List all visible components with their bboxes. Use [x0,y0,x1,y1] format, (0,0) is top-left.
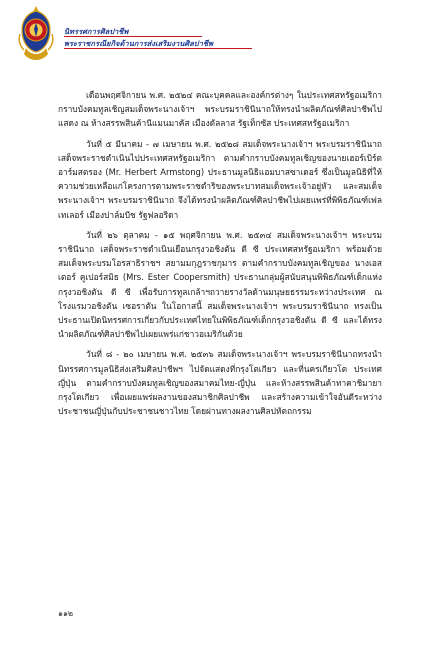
page-header [14,4,424,68]
header-subtitle: พระราชกรณียกิจด้านการส่งเสริมงานศิลปาชีพ [64,39,214,48]
paragraph: วันที่ ๕ มีนาคม - ๗ เมษายน พ.ศ. ๒๕๒๘ สมเด็จพระนางเจ้าฯ พระบรมราชินีนาถ เสด็จพระราชดำเนินไปประเทศสหรัฐอเมริกา ตามคำกราบบังคมทูลเชิญของนายเฮอร์เบิร์ต อาร์มสตรอง (Mr. Herbert Armstong) ประธานมูลนิธิแอมบาสซาเดอร์ ซึ่งเป็นมูลนิธิที่ให้ความช่วยเหลือแก่โครงการตามพระราชดำริของพระบาทสมเด็จพระเจ้าอยู่หัว และสมเด็จพระนางเจ้าฯ พระบรมราชินีนาถ จึงได้ทรงนำผลิตภัณฑ์ศิลปาชีพไปเผยแพร่ที่พิพิธภัณฑ์เฟลเทเลอร์ เมืองปาล์มบีช รัฐฟลอริดา [58,138,382,220]
body-text [58,88,382,418]
paragraph: วันที่ ๘ - ๒๐ เมษายน พ.ศ. ๒๕๓๖ สมเด็จพระนางเจ้าฯ พระบรมราชินีนาถทรงนำนิทรรศการมูลนิธิส่งเสริมศิลปาชีพฯ ไปจัดแสดงที่กรุงโตเกียว และที่นครเกียวโต ประเทศญี่ปุ่น ตามคำกราบบังคมทูลเชิญของสมาคมไทย-ญี่ปุ่น และห้างสรรพสินค้าทาคาชิมายา กรุงโตเกียว เพื่อเผยแพร่ผลงานของสมาชิกศิลปาชีพ และสร้างความเข้าใจอันดีระหว่างประชาชนญี่ปุ่นกับประชาชนชาวไทย โดยผ่านทางผลงานศิลปหัตถกรรม [58,349,382,417]
header-rule [64,48,252,49]
page-number: ๑๑๒ [58,609,74,618]
paragraph: เดือนพฤศจิกายน พ.ศ. ๒๕๒๔ คณะบุคคลและองค์กรต่างๆ ในประเทศสหรัฐอเมริกากราบบังคมทูลเชิญสมเด็จพระนางเจ้าฯ พระบรมราชินีนาถให้ทรงนำผลิตภัณฑ์ศิลปาชีพไปแสดง ณ ห้างสรรพสินค้านีแมนมาคัส เมืองดัลลาส รัฐเท็กซัส ประเทศสหรัฐอเมริกา [58,90,382,129]
paragraph: วันที่ ๒๖ ตุลาคม - ๑๕ พฤศจิกายน พ.ศ. ๒๕๓๔ สมเด็จพระนางเจ้าฯ พระบรมราชินีนาถ เสด็จพระราชดำเนินเยือนกรุงวอชิงตัน ดี ซี ประเทศสหรัฐอเมริกา พร้อมด้วยสมเด็จพระบรมโอรสาธิราชฯ สยามมกุฎราชกุมาร ตามคำกราบบังคมทูลเชิญของ นางเอสเตอร์ คูเปอร์สมิธ (Mrs. Ester Coopersmith) ประธานกลุ่มผู้สนับสนุนพิพิธภัณฑ์เด็กแห่งกรุงวอชิงตัน ดี ซี เพื่อรับการทูลเกล้าฯถวายรางวัลด้านมนุษยธรรมระหว่างประเทศ ณ โรงแรมวอชิงตัน เซอราตัน ในโอกาสนี้ สมเด็จพระนางเจ้าฯ พระบรมราชินีนาถ ทรงเป็นประธานเปิดนิทรรศการเกี่ยวกับประเทศไทยในพิพิธภัณฑ์เด็กกรุงวอชิงตัน ดี ซี และได้ทรงนำผลิตภัณฑ์ศิลปาชีพไปเผยแพร่แก่ชาวอเมริกันด้วย [58,229,382,340]
header-title: นิทรรศการศิลปาชีพ [64,27,129,36]
foundation-emblem-icon [14,4,58,64]
